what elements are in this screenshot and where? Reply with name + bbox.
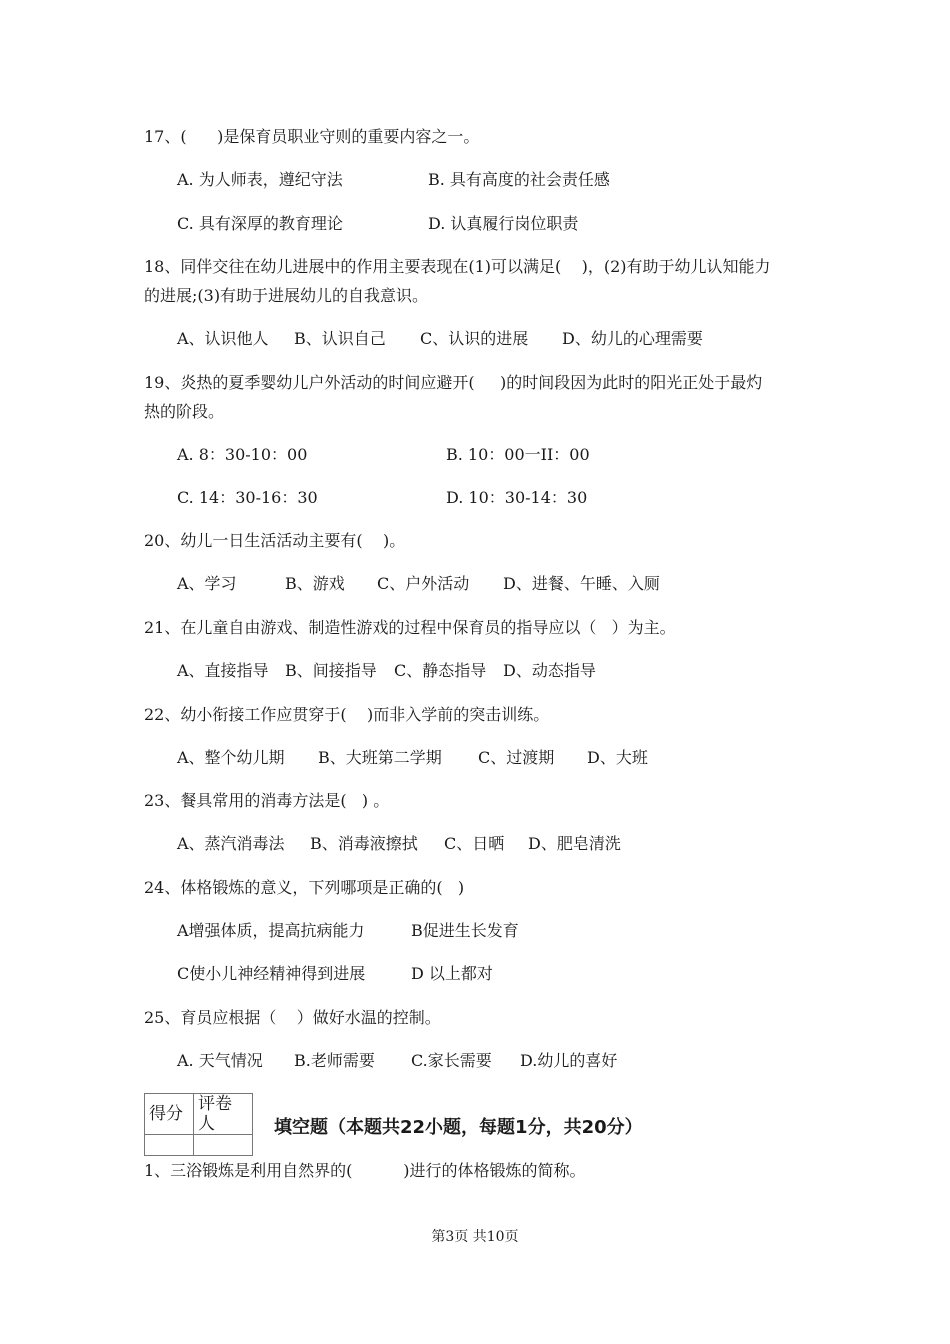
q23-option-a: A、蒸汽消毒法 — [177, 834, 285, 853]
q19-option-b: B. 10：00一II：00 — [446, 445, 590, 464]
question-18-line2: 的进展;(3)有助于进展幼儿的自我意识。 — [144, 286, 429, 305]
q22-option-d: D、大班 — [587, 748, 648, 767]
question-19-line2: 热的阶段。 — [144, 402, 225, 421]
q20-option-a: A、学习 — [177, 574, 237, 593]
q18-option-b: B、认识自己 — [294, 329, 386, 348]
question-18-line1: 18、同伴交往在幼儿进展中的作用主要表现在(1)可以满足( )，(2)有助于幼儿认知能力 — [144, 257, 771, 276]
grader-label: 评卷人 — [194, 1094, 253, 1135]
question-21: 21、在儿童自由游戏、制造性游戏的过程中保育员的指导应以（ ）为主。 — [144, 618, 676, 637]
q19-option-a: A. 8：30-10：00 — [177, 445, 308, 464]
score-cell — [145, 1135, 194, 1156]
q24-option-d: D 以上都对 — [411, 964, 493, 983]
question-23: 23、餐具常用的消毒方法是( ) 。 — [144, 791, 390, 810]
q17-option-a: A. 为人师表，遵纪守法 — [177, 170, 343, 189]
score-label: 得分 — [145, 1094, 194, 1135]
q25-option-c: C.家长需要 — [411, 1051, 492, 1070]
q18-option-a: A、认识他人 — [177, 329, 269, 348]
question-22: 22、幼小衔接工作应贯穿于( )而非入学前的突击训练。 — [144, 705, 550, 724]
q22-option-b: B、大班第二学期 — [318, 748, 442, 767]
q17-option-d: D. 认真履行岗位职责 — [428, 214, 579, 233]
q19-option-c: C. 14：30-16：30 — [177, 488, 318, 507]
q25-option-d: D.幼儿的喜好 — [520, 1051, 618, 1070]
q19-option-d: D. 10：30-14：30 — [446, 488, 588, 507]
question-20: 20、幼儿一日生活活动主要有( )。 — [144, 531, 406, 550]
question-17: 17、( )是保育员职业守则的重要内容之一。 — [144, 127, 480, 146]
q24-option-b: B促进生长发育 — [411, 921, 519, 940]
question-25: 25、育员应根据（ ）做好水温的控制。 — [144, 1008, 441, 1027]
q21-option-b: B、间接指导 — [285, 661, 377, 680]
q21-option-d: D、动态指导 — [503, 661, 596, 680]
q23-option-b: B、消毒液擦拭 — [310, 834, 418, 853]
q21-option-a: A、直接指导 — [177, 661, 269, 680]
q17-option-b: B. 具有高度的社会责任感 — [428, 170, 610, 189]
q20-option-b: B、游戏 — [285, 574, 345, 593]
page-footer: 第3页 共10页 — [431, 1229, 519, 1245]
question-24: 24、体格锻炼的意义，下列哪项是正确的( ) — [144, 878, 465, 897]
q24-option-a: A增强体质，提高抗病能力 — [177, 921, 365, 940]
q23-option-c: C、日晒 — [444, 834, 505, 853]
score-table — [144, 1093, 253, 1156]
q17-option-c: C. 具有深厚的教育理论 — [177, 214, 343, 233]
q25-option-b: B.老师需要 — [294, 1051, 375, 1070]
question-19-line1: 19、炎热的夏季婴幼儿户外活动的时间应避开( )的时间段因为此时的阳光正处于最灼 — [144, 373, 763, 392]
q24-option-c: C使小儿神经精神得到进展 — [177, 964, 366, 983]
section-title: 填空题（本题共22小题，每题1分，共20分） — [274, 1117, 643, 1138]
q23-option-d: D、肥皂清洗 — [528, 834, 621, 853]
q20-option-d: D、进餐、午睡、入厕 — [503, 574, 660, 593]
q18-option-d: D、幼儿的心理需要 — [562, 329, 703, 348]
q18-option-c: C、认识的进展 — [420, 329, 529, 348]
q22-option-c: C、过渡期 — [478, 748, 555, 767]
q20-option-c: C、户外活动 — [377, 574, 470, 593]
q22-option-a: A、整个幼儿期 — [177, 748, 285, 767]
q21-option-c: C、静态指导 — [394, 661, 487, 680]
grader-cell — [194, 1135, 253, 1156]
fill-question-1: 1、三浴锻炼是利用自然界的( )进行的体格锻炼的简称。 — [144, 1161, 586, 1180]
q25-option-a: A. 天气情况 — [177, 1051, 263, 1070]
